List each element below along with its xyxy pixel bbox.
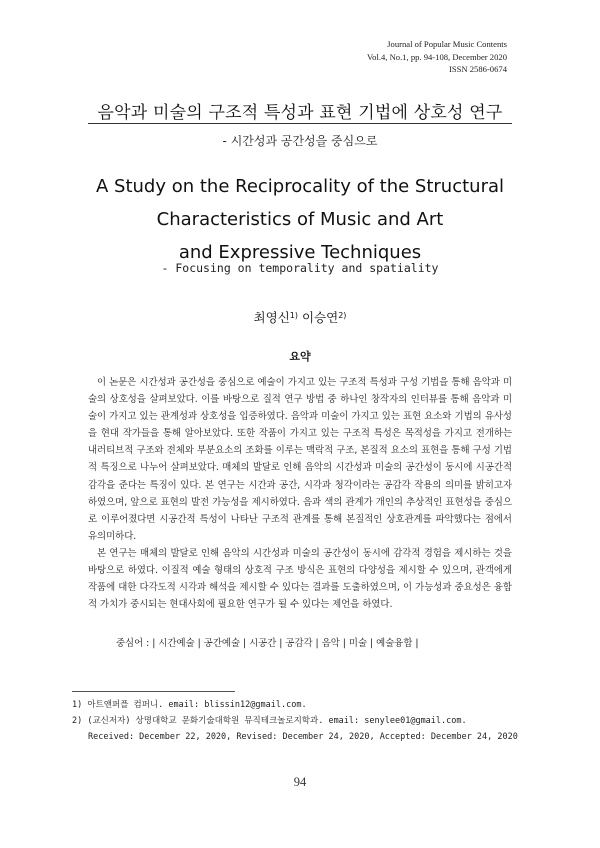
abstract-paragraph: 이 논문은 시간성과 공간성을 중심으로 예술이 가지고 있는 구조적 특성과 구성 기법을 통해 음악과 미술의 상호성을 살펴보았다. 이를 바탕으로 질적 연구 방법 중 하나인 창작자의 인터뷰를 통해 음악과 미술이 가지고 있는 관계성과 상호성을 입증하였다. 음악과 미술이 가지고 있는 표현 요소와 기법의 유사성을 현대 작가들을 통해 알아보았다. 또한 작품이 가지고 있는 구조적 특성은 목적성을 가지고 전개하는 내러티브적 구조와 전체와 부분요소의 조화를 이루는 맥락적 구조, 본질적 요소의 표현을 통해 구성 기법적 특징으로 나누어 살펴보았다. 매체의 발달로 인해 음악의 시간성과 미술의 공간성이 동시에 시공간적 감각을 준다는 특징이 있다. 본 연구는 시간과 공간, 시각과 청각이라는 공감각 작용의 의미를 밝히고자 하였으며, 앞으로 표현의 발전 가능성을 제시하였다. 음과 색의 관계가 개인의 추상적인 표현성을 중심으로 이루어졌다면 시공간적 특성이 나타난 구조적 관계를 통해 본질적인 상호관계를 파악했다는 점에서 유의미하다. xyxy=(88,377,512,542)
korean-title: 음악과 미술의 구조적 특성과 표현 기법에 상호성 연구 xyxy=(97,103,503,123)
footnote: 2) (교신저자) 상명대학교 문화기술대학원 뮤직테크놀로지학과. email: senylee01@gmail.com. xyxy=(72,716,467,726)
english-title-line: Characteristics of Music and Art xyxy=(156,209,444,230)
korean-subtitle: - 시간성과 공간성을 중심으로 xyxy=(222,134,378,148)
author-list xyxy=(0,308,600,326)
journal-issn: ISSN 2586-0674 xyxy=(448,64,507,74)
english-title-line: and Expressive Techniques xyxy=(178,242,422,263)
abstract xyxy=(88,374,512,613)
keywords: 중심어 : | 시간예술 | 공간예술 | 시공간 | 공감각 | 음악 | 미술 | 예술융합 | xyxy=(116,638,419,649)
journal-volume: Vol.4, No.1, pp. 94-108, December 2020 xyxy=(367,51,507,62)
english-subtitle: - Focusing on temporality and spatiality xyxy=(161,261,439,275)
footnotes xyxy=(72,697,542,745)
author-name: 이승연 xyxy=(301,310,339,325)
footnote: 1) 아트앤퍼플 컴퍼니. email: blissin12@gmail.com. xyxy=(72,700,307,710)
author-footnote-mark: 2) xyxy=(338,311,347,320)
received-dates: Received: December 22, 2020, Revised: December 24, 2020, Accepted: December 24, 2020 xyxy=(88,732,518,742)
author-footnote-mark: 1) xyxy=(289,311,298,320)
journal-name: Journal of Popular Music Contents xyxy=(387,39,507,49)
abstract-paragraph: 본 연구는 매체의 발달로 인해 음악의 시간성과 미술의 공간성이 동시에 감각적 경험을 제시하는 것을 바탕으로 하였다. 이질적 예술 형태의 상호적 구조 방식은 표현의 다양성을 제시할 수 있으며, 관객에게 작품에 대한 다각도적 시각과 해석을 제시할 수 있다는 결과를 도출하였으며, 이 가능성과 중요성은 융합적 가치가 중시되는 현대사회에 필요한 연구가 될 수 있다는 제언을 하였다. xyxy=(88,547,512,611)
title-rule xyxy=(88,123,512,124)
page-number: 94 xyxy=(293,775,307,789)
english-title xyxy=(0,170,600,269)
abstract-heading: 요약 xyxy=(289,350,311,363)
english-title-line: A Study on the Reciprocality of the Structural xyxy=(95,176,505,197)
author-name: 최영신 xyxy=(253,310,290,325)
journal-info xyxy=(367,38,507,76)
footnote-rule xyxy=(72,691,235,692)
